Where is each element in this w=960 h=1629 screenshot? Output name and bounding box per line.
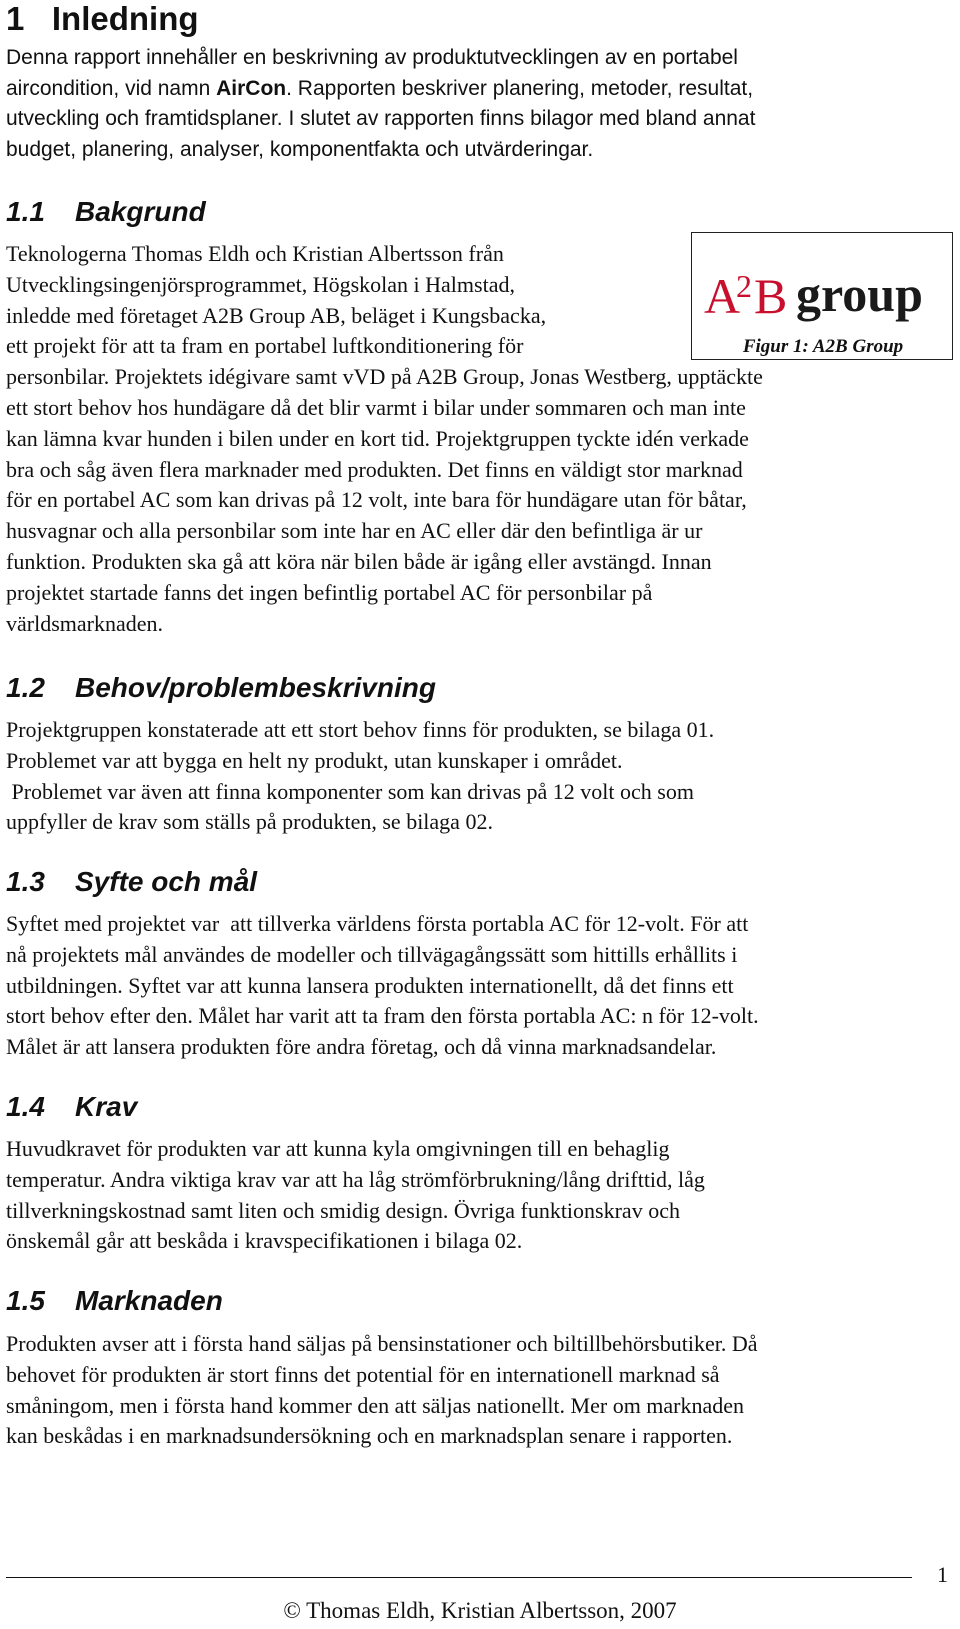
- text-span: aircondition, vid namn: [6, 76, 217, 100]
- text-line: inledde med företaget A2B Group AB, beläget i Kungsbacka,: [6, 302, 547, 328]
- heading-krav: [6, 1091, 137, 1123]
- figure-a2b-group: [691, 232, 953, 360]
- text-line: tillverkningskostnad samt liten och smidig design. Övriga funktionskrav och: [6, 1197, 680, 1223]
- text-line: utveckling och framtidsplaner. I slutet av rapporten finns bilagor med bland annat: [6, 107, 756, 130]
- logo-letter-a: A: [704, 268, 741, 324]
- heading-title: Bakgrund: [75, 196, 206, 227]
- text-line: Syftet med projektet var att tillverka världens första portabla AC för 12-volt. För att: [6, 911, 749, 936]
- text-line: önskemål går att beskåda i kravspecifikationen i bilaga 02.: [6, 1228, 523, 1254]
- text-line: Huvudkravet för produkten var att kunna kyla omgivningen till en behaglig: [6, 1136, 670, 1161]
- text-line: Produkten avser att i första hand säljas på bensinstationer och biltillbehörsbutiker. Då: [6, 1331, 758, 1356]
- text-line: uppfyller de krav som ställs på produkten, se bilaga 02.: [6, 809, 493, 835]
- paragraph-inledning: [6, 43, 951, 165]
- text-line: Utvecklingsingenjörsprogrammet, Högskolan i Halmstad,: [6, 271, 515, 297]
- heading-title: Syfte och mål: [75, 866, 258, 897]
- text-line: projektet startade fanns det ingen befintlig portabel AC för personbilar på: [6, 579, 653, 605]
- footer-divider: [6, 1577, 912, 1578]
- heading-number: 1.4: [6, 1091, 45, 1122]
- text-line: Problemet var även att finna komponenter som kan drivas på 12 volt och som: [6, 778, 694, 804]
- text-line: Projektgruppen konstaterade att ett stort behov finns för produkten, se bilaga 01.: [6, 717, 715, 742]
- heading-bakgrund: [6, 196, 206, 228]
- heading-title: Inledning: [51, 0, 199, 37]
- paragraph-syfte: [6, 909, 951, 1063]
- text-line: Denna rapport innehåller en beskrivning av produktutvecklingen av en portabel: [6, 46, 738, 69]
- heading-behov: [6, 672, 436, 704]
- heading-marknad: [6, 1285, 223, 1317]
- heading-title: Krav: [75, 1091, 138, 1122]
- heading-inledning: [6, 0, 199, 38]
- text-line: utbildningen. Syftet var att kunna lansera produkten internationellt, då det finns ett: [6, 972, 734, 998]
- text-line: Målet är att lansera produkten före andra företag, och då vinna marknadsandelar.: [6, 1034, 717, 1060]
- text-line: stort behov efter den. Målet har varit att ta fram den första portabla AC: n för 12-volt.: [6, 1003, 759, 1029]
- text-line: Teknologerna Thomas Eldh och Kristian Albertsson från: [6, 241, 504, 266]
- logo-word-group: group: [796, 266, 923, 322]
- product-name: AirCon: [216, 76, 287, 100]
- text-line: kan beskådas i en marknadsundersökning och en marknadsplan senare i rapporten.: [6, 1423, 733, 1449]
- paragraph-marknad: [6, 1329, 951, 1452]
- text-line: småningom, men i första hand kommer den att säljas nationellt. Mer om marknaden: [6, 1392, 745, 1418]
- text-line: bra och såg även flera marknader med produkten. Det finns en väldigt stor marknad: [6, 456, 743, 482]
- heading-number: 1.3: [6, 866, 45, 897]
- text-line: nå projektets mål användes de modeller och tillvägagångssätt som hittills erhållits i: [6, 941, 738, 967]
- text-line: för en portabel AC som kan drivas på 12 volt, inte bara för hundägare utan för båtar,: [6, 487, 747, 513]
- heading-number: 1: [6, 0, 25, 37]
- text-line: husvagnar och alla personbilar som inte har en AC eller där den befintliga är ur: [6, 518, 703, 544]
- text-line: funktion. Produkten ska gå att köra när bilen både är igång eller avstängd. Innan: [6, 548, 712, 574]
- heading-title: Behov/problembeskrivning: [75, 672, 436, 703]
- text-line: behovet för produkten är stort finns det potential för en internationell marknad så: [6, 1361, 720, 1387]
- heading-number: 1.5: [6, 1285, 45, 1316]
- paragraph-behov: [6, 715, 951, 838]
- text-line: kan lämna kvar hunden i bilen under en kort tid. Projektgruppen tyckte idén verkade: [6, 425, 749, 451]
- a2b-group-logo: [702, 263, 944, 333]
- text-line: [6, 74, 951, 105]
- logo-letter-b: B: [754, 268, 788, 324]
- logo-digit-2: 2: [736, 268, 752, 304]
- text-line: ett stort behov hos hundägare då det blir varmt i bilar under sommaren och man inte: [6, 394, 746, 420]
- footer-copyright: © Thomas Eldh, Kristian Albertsson, 2007: [283, 1598, 677, 1623]
- text-line: världsmarknaden.: [6, 610, 163, 636]
- heading-number: 1.1: [6, 196, 45, 227]
- text-line: Problemet var att bygga en helt ny produkt, utan kunskaper i området.: [6, 747, 623, 773]
- figure-caption: Figur 1: A2B Group: [742, 336, 904, 357]
- page-number: 1: [937, 1562, 948, 1587]
- text-line: personbilar. Projektets idégivare samt vVD på A2B Group, Jonas Westberg, upptäckte: [6, 364, 763, 390]
- text-span: . Rapporten beskriver planering, metoder, resultat,: [286, 76, 754, 100]
- paragraph-krav: [6, 1134, 951, 1257]
- text-line: ett projekt för att ta fram en portabel luftkonditionering för: [6, 333, 524, 359]
- heading-syfte: [6, 866, 257, 898]
- text-line: temperatur. Andra viktiga krav var att ha låg strömförbrukning/lång drifttid, låg: [6, 1166, 705, 1192]
- heading-number: 1.2: [6, 672, 45, 703]
- text-line: budget, planering, analyser, komponentfakta och utvärderingar.: [6, 137, 594, 161]
- heading-title: Marknaden: [75, 1285, 223, 1316]
